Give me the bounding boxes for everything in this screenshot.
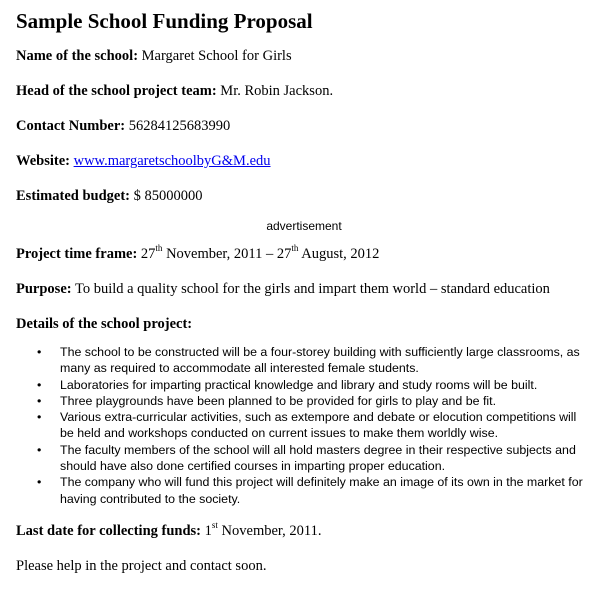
- last-date-label: Last date for collecting funds:: [16, 522, 202, 539]
- purpose-value: To build a quality school for the girls and impart them world – standard education: [74, 281, 550, 297]
- purpose-field: [16, 279, 592, 299]
- bullet-icon: •: [37, 442, 42, 457]
- website-label: Website:: [16, 153, 70, 169]
- school-name-value: Margaret School for Girls: [141, 48, 292, 64]
- last-date-suffix: st: [211, 520, 218, 531]
- last-date-field: [16, 521, 592, 541]
- last-date-rest: November, 2011.: [221, 522, 322, 539]
- estimated-budget-field: [16, 186, 592, 206]
- last-date-day: 1: [204, 522, 212, 539]
- list-item: [16, 393, 592, 409]
- list-item: [16, 474, 592, 507]
- list-item-text: Laboratories for imparting practical knowledge and library and study rooms will be built.: [60, 377, 538, 392]
- website-link[interactable]: www.margaretschoolbyG&M.edu: [73, 153, 271, 169]
- contact-number-field: [16, 116, 592, 136]
- list-item-text: Various extra-curricular activities, such as extempore and debate or elocution competitions will be held and workshops conducted on current issues to make them worldly wise.: [60, 410, 577, 441]
- list-item-text: Three playgrounds have been planned to be provided for girls to play and be fit.: [60, 393, 497, 408]
- project-head-field: [16, 81, 592, 101]
- school-name-field: [16, 46, 592, 66]
- time-frame-end-day: 27: [276, 246, 292, 262]
- contact-number-value: 56284125683990: [128, 118, 231, 134]
- list-item-text: The school to be constructed will be a four-storey building with sufficiently large classrooms, as many as required to accommodate all interested female students.: [60, 345, 580, 376]
- list-item-text: The faculty members of the school will all hold masters degree in their respective subjects and should have also done certified courses in imparting proper education.: [60, 442, 576, 474]
- time-frame-start-rest: November, 2011 –: [166, 246, 274, 262]
- bullet-icon: •: [37, 393, 42, 408]
- details-list: [16, 344, 592, 507]
- estimated-budget-label: Estimated budget:: [16, 188, 130, 204]
- website-field: [16, 151, 592, 171]
- bullet-icon: •: [37, 475, 42, 490]
- project-time-frame-field: [16, 244, 592, 264]
- list-item: [16, 442, 592, 475]
- time-frame-end-rest: August, 2012: [301, 246, 380, 262]
- proposal-document: [16, 6, 592, 576]
- details-heading: Details of the school project:: [16, 316, 193, 332]
- advertisement-label: advertisement: [266, 219, 342, 233]
- list-item: [16, 377, 592, 393]
- time-frame-start-suffix: th: [155, 243, 163, 254]
- bullet-icon: •: [37, 377, 42, 392]
- list-item: [16, 409, 592, 442]
- project-head-label: Head of the school project team:: [16, 83, 217, 99]
- purpose-label: Purpose:: [16, 281, 72, 297]
- list-item: [16, 344, 592, 377]
- document-title: Sample School Funding Proposal: [16, 9, 313, 33]
- closing-line: Please help in the project and contact soon.: [16, 557, 267, 574]
- time-frame-start-day: 27: [140, 246, 156, 262]
- project-head-value: Mr. Robin Jackson.: [220, 83, 334, 99]
- school-name-label: Name of the school:: [16, 48, 139, 64]
- contact-number-label: Contact Number:: [16, 118, 126, 134]
- time-frame-label: Project time frame:: [16, 246, 138, 262]
- list-item-text: The company who will fund this project will definitely make an image of its own in the market for having contributed to the society.: [60, 475, 583, 506]
- bullet-icon: •: [37, 345, 42, 359]
- estimated-budget-value: $ 85000000: [133, 188, 203, 204]
- bullet-icon: •: [37, 410, 42, 425]
- time-frame-end-suffix: th: [291, 243, 299, 254]
